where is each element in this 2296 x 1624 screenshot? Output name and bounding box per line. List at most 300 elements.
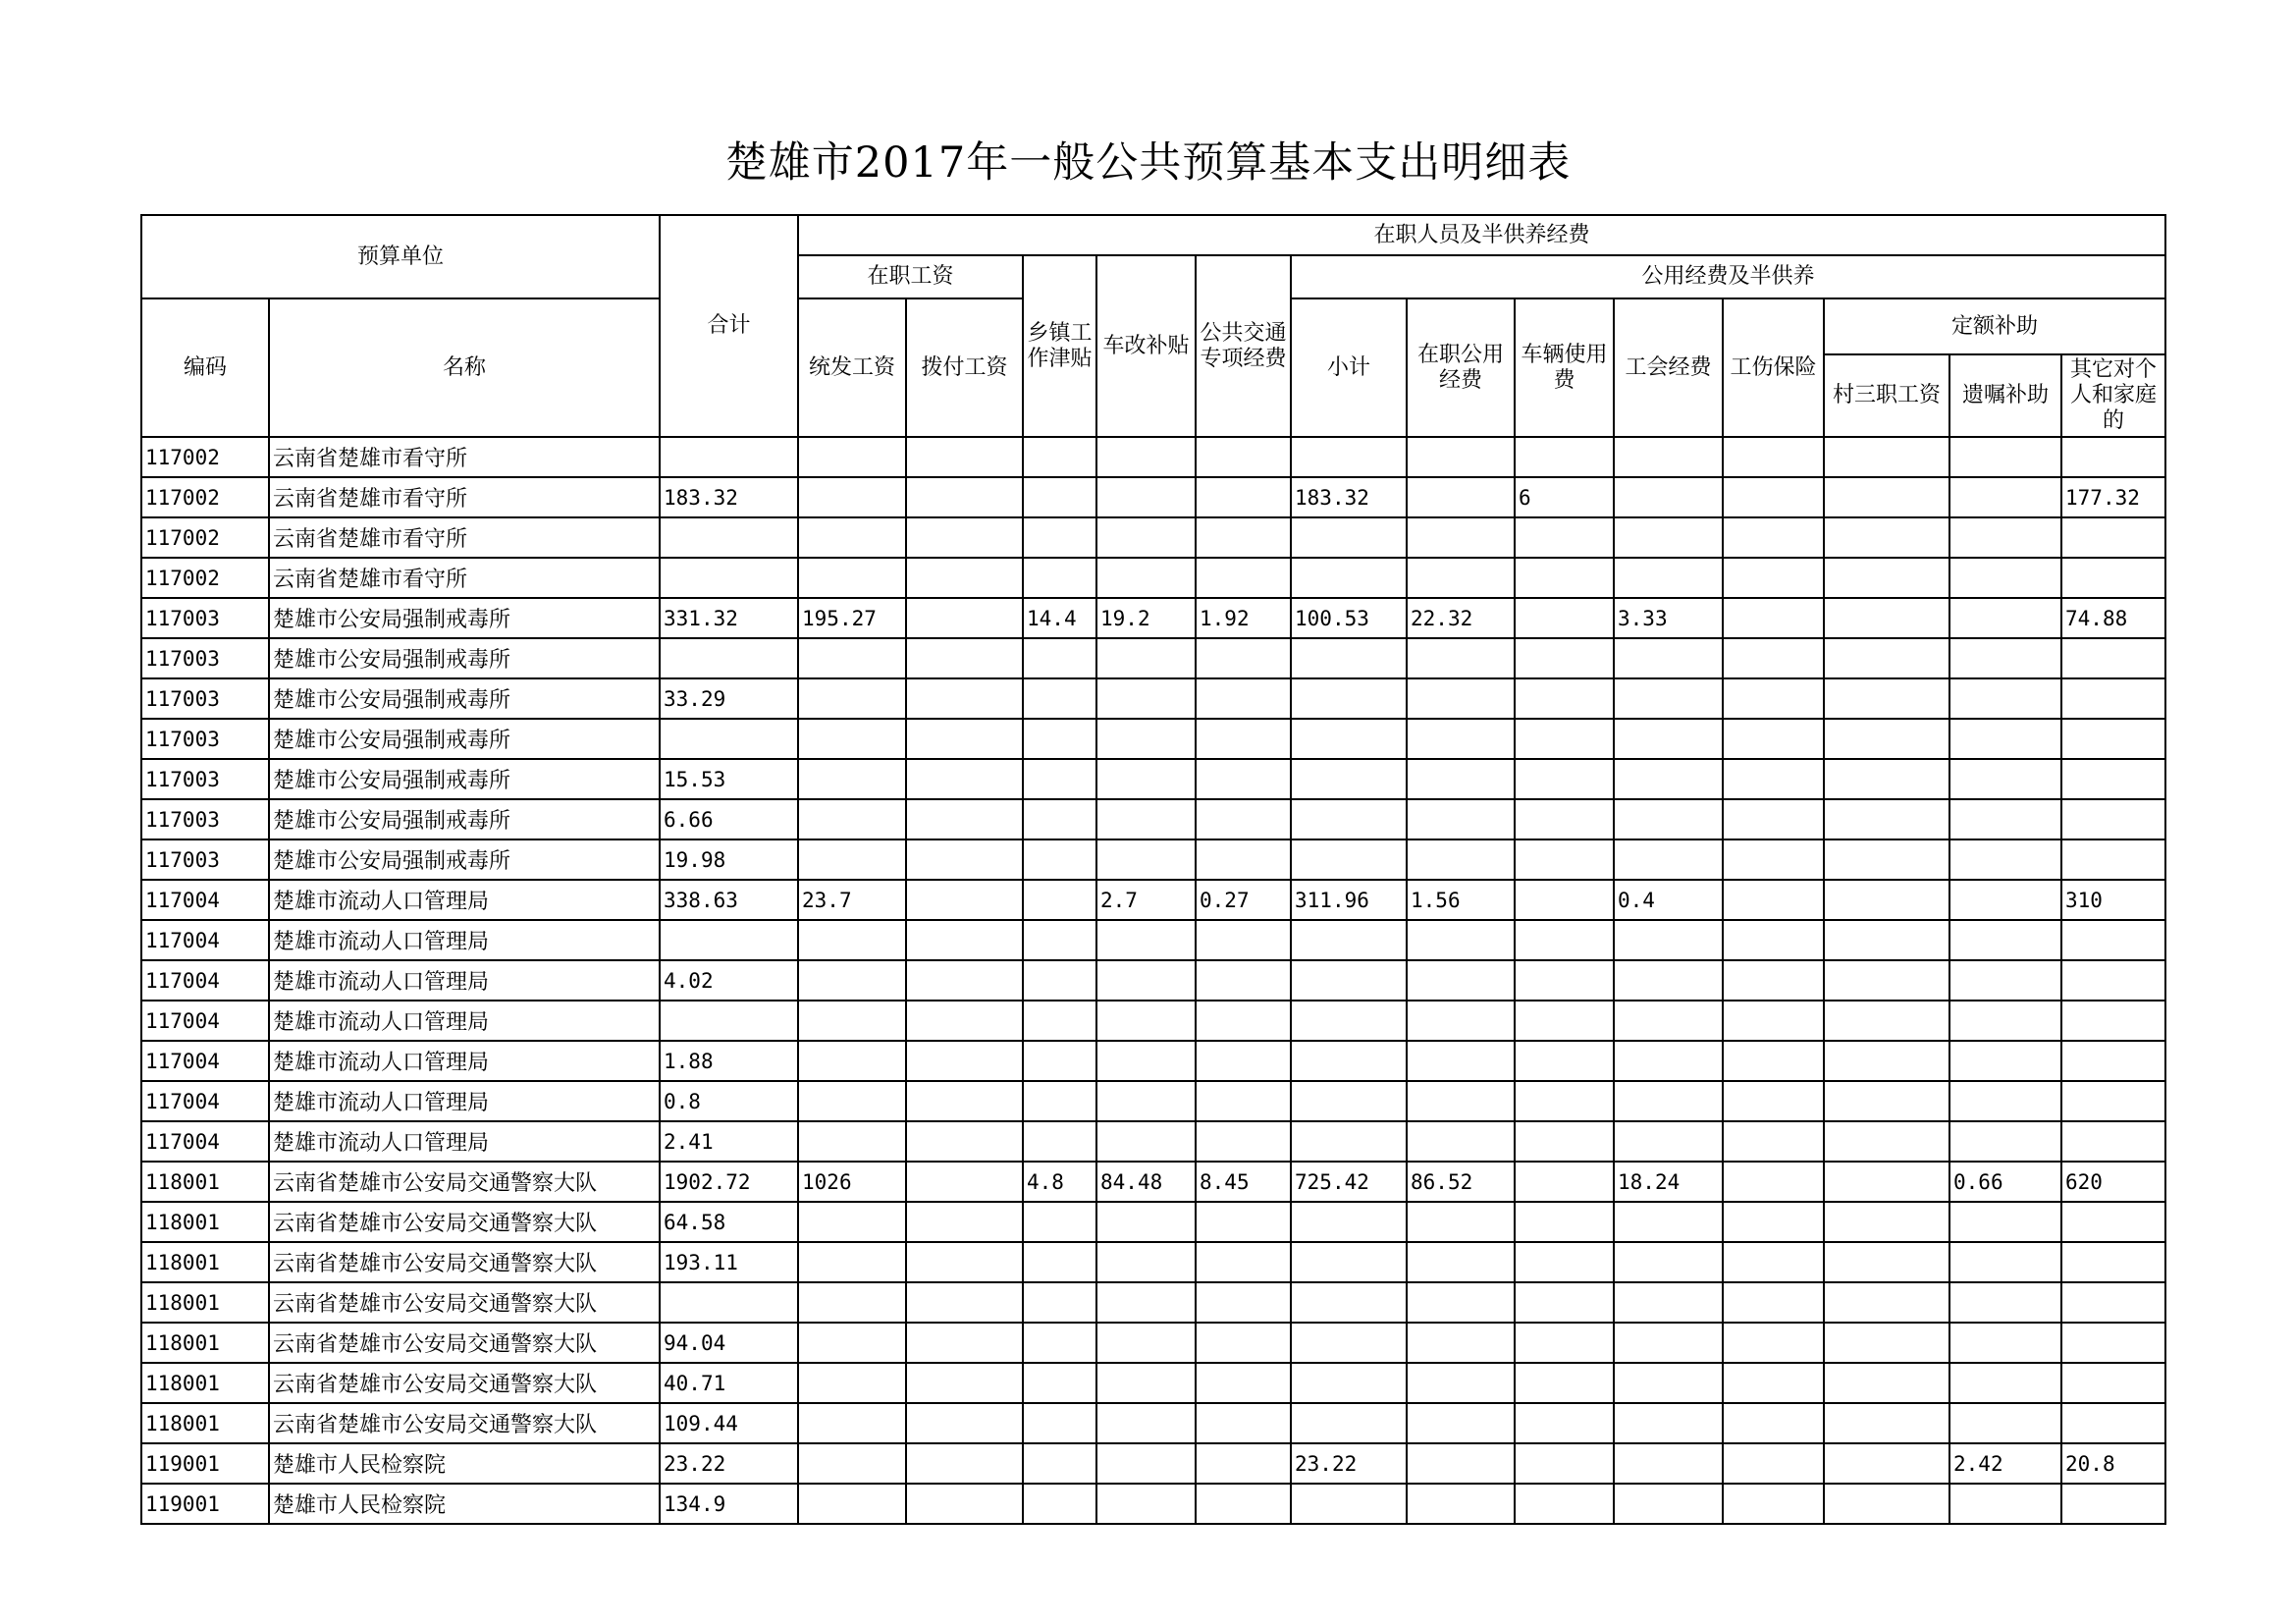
cell-transport: [1196, 719, 1291, 759]
cell-transport: [1196, 1443, 1291, 1484]
cell-township: 4.8: [1023, 1162, 1096, 1202]
cell-name: 楚雄市流动人口管理局: [269, 920, 660, 960]
table-row: [141, 1363, 2165, 1403]
cell-union: [1614, 1443, 1723, 1484]
cell-name: 楚雄市公安局强制戒毒所: [269, 678, 660, 719]
cell-staff-public: [1407, 1363, 1515, 1403]
cell-other: [2061, 1121, 2165, 1162]
cell-subtotal: [1291, 759, 1407, 799]
cell-allocated-wage: [906, 1162, 1023, 1202]
cell-allocated-wage: [906, 839, 1023, 880]
cell-unified-wage: 195.27: [798, 598, 906, 638]
cell-name: 楚雄市公安局强制戒毒所: [269, 839, 660, 880]
cell-allocated-wage: [906, 678, 1023, 719]
header-staff-wages: 在职工资: [798, 255, 1023, 298]
cell-code: 117003: [141, 759, 269, 799]
cell-name: 云南省楚雄市看守所: [269, 558, 660, 598]
cell-name: 楚雄市公安局强制戒毒所: [269, 759, 660, 799]
cell-union: [1614, 1242, 1723, 1282]
cell-village: [1824, 1041, 1949, 1081]
cell-name: 楚雄市公安局强制戒毒所: [269, 719, 660, 759]
cell-other: 74.88: [2061, 598, 2165, 638]
header-other-personal: 其它对个人和家庭的: [2061, 354, 2165, 437]
cell-total: 40.71: [660, 1363, 798, 1403]
cell-village: [1824, 517, 1949, 558]
table-body: [141, 437, 2165, 1524]
cell-staff-public: [1407, 1121, 1515, 1162]
header-vehicle-use: 车辆使用费: [1515, 298, 1614, 437]
cell-vehicle-reform: 2.7: [1096, 880, 1196, 920]
cell-staff-public: [1407, 517, 1515, 558]
cell-code: 118001: [141, 1323, 269, 1363]
cell-subtotal: [1291, 1403, 1407, 1443]
cell-transport: [1196, 477, 1291, 517]
cell-vehicle-use: [1515, 1282, 1614, 1323]
cell-vehicle-use: [1515, 1121, 1614, 1162]
cell-injury: [1723, 1121, 1824, 1162]
header-village-three: 村三职工资: [1824, 354, 1949, 437]
cell-name: 楚雄市流动人口管理局: [269, 1121, 660, 1162]
cell-unified-wage: [798, 920, 906, 960]
cell-other: [2061, 1202, 2165, 1242]
table-row: [141, 1162, 2165, 1202]
cell-staff-public: [1407, 960, 1515, 1001]
cell-total: 15.53: [660, 759, 798, 799]
cell-vehicle-use: [1515, 638, 1614, 678]
cell-village: [1824, 719, 1949, 759]
cell-allocated-wage: [906, 1081, 1023, 1121]
cell-transport: [1196, 759, 1291, 799]
cell-staff-public: [1407, 678, 1515, 719]
cell-transport: [1196, 1323, 1291, 1363]
table-row: [141, 1121, 2165, 1162]
cell-village: [1824, 1403, 1949, 1443]
cell-staff-public: [1407, 1242, 1515, 1282]
cell-bequest: [1949, 1242, 2061, 1282]
cell-vehicle-reform: [1096, 759, 1196, 799]
cell-vehicle-use: [1515, 1403, 1614, 1443]
header-township-allowance: 乡镇工作津贴: [1023, 255, 1096, 437]
cell-bequest: [1949, 960, 2061, 1001]
cell-vehicle-use: [1515, 437, 1614, 477]
cell-village: [1824, 598, 1949, 638]
cell-other: [2061, 1323, 2165, 1363]
cell-unified-wage: [798, 1001, 906, 1041]
cell-injury: [1723, 1403, 1824, 1443]
cell-bequest: [1949, 638, 2061, 678]
cell-name: 云南省楚雄市公安局交通警察大队: [269, 1403, 660, 1443]
cell-allocated-wage: [906, 880, 1023, 920]
cell-unified-wage: [798, 1484, 906, 1524]
cell-transport: [1196, 1001, 1291, 1041]
cell-staff-public: [1407, 1484, 1515, 1524]
cell-township: [1023, 558, 1096, 598]
cell-staff-public: 1.56: [1407, 880, 1515, 920]
cell-staff-public: [1407, 719, 1515, 759]
cell-code: 118001: [141, 1403, 269, 1443]
cell-subtotal: 100.53: [1291, 598, 1407, 638]
cell-village: [1824, 960, 1949, 1001]
cell-village: [1824, 437, 1949, 477]
cell-allocated-wage: [906, 638, 1023, 678]
cell-subtotal: [1291, 1484, 1407, 1524]
cell-vehicle-use: [1515, 839, 1614, 880]
table-row: [141, 477, 2165, 517]
cell-other: [2061, 759, 2165, 799]
cell-other: [2061, 839, 2165, 880]
cell-allocated-wage: [906, 960, 1023, 1001]
cell-other: [2061, 558, 2165, 598]
cell-code: 118001: [141, 1363, 269, 1403]
cell-injury: [1723, 799, 1824, 839]
cell-injury: [1723, 1242, 1824, 1282]
table-row: [141, 1041, 2165, 1081]
cell-allocated-wage: [906, 1484, 1023, 1524]
cell-village: [1824, 880, 1949, 920]
cell-unified-wage: [798, 759, 906, 799]
cell-subtotal: [1291, 1121, 1407, 1162]
cell-code: 118001: [141, 1202, 269, 1242]
cell-name: 楚雄市公安局强制戒毒所: [269, 598, 660, 638]
cell-bequest: [1949, 477, 2061, 517]
cell-union: [1614, 1363, 1723, 1403]
cell-vehicle-use: [1515, 1323, 1614, 1363]
header-bequest-subsidy: 遗嘱补助: [1949, 354, 2061, 437]
cell-transport: [1196, 1484, 1291, 1524]
cell-vehicle-reform: [1096, 1081, 1196, 1121]
cell-vehicle-use: [1515, 759, 1614, 799]
cell-staff-public: [1407, 759, 1515, 799]
cell-unified-wage: [798, 799, 906, 839]
cell-transport: [1196, 558, 1291, 598]
header-subtotal: 小计: [1291, 298, 1407, 437]
cell-village: [1824, 1121, 1949, 1162]
cell-name: 楚雄市流动人口管理局: [269, 1041, 660, 1081]
cell-transport: [1196, 1041, 1291, 1081]
cell-subtotal: [1291, 920, 1407, 960]
cell-transport: [1196, 1403, 1291, 1443]
cell-allocated-wage: [906, 558, 1023, 598]
cell-vehicle-reform: [1096, 558, 1196, 598]
cell-total: 6.66: [660, 799, 798, 839]
header-staff-funds: 在职人员及半供养经费: [798, 215, 2165, 255]
cell-name: 楚雄市流动人口管理局: [269, 1081, 660, 1121]
cell-unified-wage: [798, 678, 906, 719]
cell-subtotal: [1291, 799, 1407, 839]
cell-township: [1023, 1121, 1096, 1162]
cell-township: 14.4: [1023, 598, 1096, 638]
cell-township: [1023, 678, 1096, 719]
cell-unified-wage: 23.7: [798, 880, 906, 920]
cell-other: 20.8: [2061, 1443, 2165, 1484]
cell-bequest: [1949, 678, 2061, 719]
cell-village: [1824, 759, 1949, 799]
cell-name: 云南省楚雄市看守所: [269, 437, 660, 477]
cell-union: 0.4: [1614, 880, 1723, 920]
cell-transport: [1196, 799, 1291, 839]
cell-union: [1614, 839, 1723, 880]
cell-vehicle-reform: [1096, 1001, 1196, 1041]
cell-vehicle-use: [1515, 1202, 1614, 1242]
cell-vehicle-reform: [1096, 1443, 1196, 1484]
cell-vehicle-reform: [1096, 1484, 1196, 1524]
cell-injury: [1723, 1081, 1824, 1121]
table-row: [141, 960, 2165, 1001]
cell-vehicle-use: [1515, 1001, 1614, 1041]
cell-other: [2061, 960, 2165, 1001]
cell-unified-wage: [798, 638, 906, 678]
cell-subtotal: 23.22: [1291, 1443, 1407, 1484]
cell-code: 117002: [141, 558, 269, 598]
cell-township: [1023, 477, 1096, 517]
cell-other: [2061, 799, 2165, 839]
cell-total: 0.8: [660, 1081, 798, 1121]
cell-transport: [1196, 517, 1291, 558]
cell-injury: [1723, 1484, 1824, 1524]
table-row: [141, 1282, 2165, 1323]
cell-name: 楚雄市流动人口管理局: [269, 1001, 660, 1041]
cell-allocated-wage: [906, 1282, 1023, 1323]
cell-village: [1824, 839, 1949, 880]
cell-township: [1023, 759, 1096, 799]
table-row: [141, 1403, 2165, 1443]
cell-other: 620: [2061, 1162, 2165, 1202]
cell-allocated-wage: [906, 1363, 1023, 1403]
cell-allocated-wage: [906, 1403, 1023, 1443]
cell-township: [1023, 437, 1096, 477]
cell-code: 117003: [141, 719, 269, 759]
cell-allocated-wage: [906, 1242, 1023, 1282]
cell-township: [1023, 1081, 1096, 1121]
cell-township: [1023, 1001, 1096, 1041]
cell-vehicle-use: 6: [1515, 477, 1614, 517]
header-unified-wage: 统发工资: [798, 298, 906, 437]
cell-total: 23.22: [660, 1443, 798, 1484]
cell-code: 117004: [141, 960, 269, 1001]
table-row: [141, 839, 2165, 880]
table-row: [141, 1242, 2165, 1282]
cell-allocated-wage: [906, 920, 1023, 960]
cell-total: 134.9: [660, 1484, 798, 1524]
cell-total: [660, 517, 798, 558]
cell-subtotal: [1291, 1041, 1407, 1081]
cell-name: 楚雄市人民检察院: [269, 1484, 660, 1524]
cell-township: [1023, 1323, 1096, 1363]
cell-injury: [1723, 1041, 1824, 1081]
cell-code: 119001: [141, 1443, 269, 1484]
cell-injury: [1723, 477, 1824, 517]
cell-unified-wage: [798, 1041, 906, 1081]
cell-bequest: [1949, 719, 2061, 759]
cell-staff-public: [1407, 839, 1515, 880]
cell-vehicle-use: [1515, 799, 1614, 839]
cell-allocated-wage: [906, 1121, 1023, 1162]
cell-total: 94.04: [660, 1323, 798, 1363]
cell-unified-wage: [798, 1121, 906, 1162]
cell-transport: [1196, 839, 1291, 880]
cell-bequest: [1949, 1323, 2061, 1363]
cell-township: [1023, 1484, 1096, 1524]
cell-vehicle-reform: [1096, 960, 1196, 1001]
cell-total: 1.88: [660, 1041, 798, 1081]
cell-injury: [1723, 839, 1824, 880]
cell-other: [2061, 1282, 2165, 1323]
cell-bequest: [1949, 880, 2061, 920]
cell-code: 117002: [141, 477, 269, 517]
cell-township: [1023, 638, 1096, 678]
cell-total: 64.58: [660, 1202, 798, 1242]
cell-vehicle-use: [1515, 960, 1614, 1001]
cell-bequest: [1949, 1363, 2061, 1403]
cell-transport: [1196, 1282, 1291, 1323]
cell-village: [1824, 1363, 1949, 1403]
header-name: 名称: [269, 298, 660, 437]
cell-total: 33.29: [660, 678, 798, 719]
cell-allocated-wage: [906, 437, 1023, 477]
table-row: [141, 1323, 2165, 1363]
cell-subtotal: [1291, 517, 1407, 558]
cell-unified-wage: [798, 1403, 906, 1443]
cell-subtotal: [1291, 839, 1407, 880]
cell-township: [1023, 839, 1096, 880]
cell-vehicle-use: [1515, 1242, 1614, 1282]
cell-unified-wage: [798, 1443, 906, 1484]
cell-union: [1614, 960, 1723, 1001]
cell-other: [2061, 678, 2165, 719]
page-title: 楚雄市2017年一般公共预算基本支出明细表: [724, 138, 1572, 188]
cell-total: 19.98: [660, 839, 798, 880]
cell-union: [1614, 678, 1723, 719]
cell-subtotal: [1291, 960, 1407, 1001]
cell-union: [1614, 920, 1723, 960]
cell-staff-public: 86.52: [1407, 1162, 1515, 1202]
cell-bequest: [1949, 920, 2061, 960]
cell-staff-public: [1407, 477, 1515, 517]
cell-transport: [1196, 1202, 1291, 1242]
table-row: [141, 598, 2165, 638]
cell-subtotal: [1291, 558, 1407, 598]
cell-union: [1614, 1323, 1723, 1363]
cell-staff-public: [1407, 1282, 1515, 1323]
cell-injury: [1723, 1443, 1824, 1484]
cell-village: [1824, 477, 1949, 517]
cell-unified-wage: [798, 960, 906, 1001]
cell-name: 楚雄市公安局强制戒毒所: [269, 799, 660, 839]
cell-code: 118001: [141, 1242, 269, 1282]
cell-vehicle-reform: [1096, 1121, 1196, 1162]
cell-staff-public: [1407, 1443, 1515, 1484]
cell-injury: [1723, 638, 1824, 678]
cell-township: [1023, 920, 1096, 960]
cell-union: [1614, 1403, 1723, 1443]
cell-injury: [1723, 960, 1824, 1001]
cell-unified-wage: [798, 558, 906, 598]
cell-staff-public: [1407, 1001, 1515, 1041]
cell-subtotal: [1291, 1323, 1407, 1363]
cell-injury: [1723, 678, 1824, 719]
cell-bequest: [1949, 558, 2061, 598]
cell-total: 4.02: [660, 960, 798, 1001]
cell-allocated-wage: [906, 799, 1023, 839]
cell-vehicle-use: [1515, 920, 1614, 960]
cell-township: [1023, 517, 1096, 558]
cell-township: [1023, 1282, 1096, 1323]
cell-vehicle-reform: [1096, 920, 1196, 960]
cell-subtotal: [1291, 678, 1407, 719]
cell-code: 117004: [141, 1121, 269, 1162]
cell-total: 109.44: [660, 1403, 798, 1443]
table-row: [141, 1484, 2165, 1524]
cell-subtotal: 725.42: [1291, 1162, 1407, 1202]
cell-injury: [1723, 719, 1824, 759]
cell-subtotal: [1291, 1363, 1407, 1403]
cell-vehicle-reform: [1096, 719, 1196, 759]
budget-detail-table: [140, 214, 2166, 1525]
cell-allocated-wage: [906, 477, 1023, 517]
cell-code: 117002: [141, 437, 269, 477]
cell-other: [2061, 517, 2165, 558]
cell-other: [2061, 1081, 2165, 1121]
cell-village: [1824, 678, 1949, 719]
cell-township: [1023, 719, 1096, 759]
cell-vehicle-use: [1515, 1484, 1614, 1524]
table-row: [141, 1202, 2165, 1242]
cell-name: 云南省楚雄市公安局交通警察大队: [269, 1363, 660, 1403]
cell-bequest: [1949, 799, 2061, 839]
cell-union: [1614, 558, 1723, 598]
cell-vehicle-reform: [1096, 517, 1196, 558]
cell-name: 楚雄市人民检察院: [269, 1443, 660, 1484]
cell-unified-wage: [798, 1363, 906, 1403]
cell-transport: [1196, 1081, 1291, 1121]
cell-total: [660, 638, 798, 678]
cell-allocated-wage: [906, 517, 1023, 558]
table-row: [141, 719, 2165, 759]
cell-union: [1614, 1041, 1723, 1081]
cell-village: [1824, 1282, 1949, 1323]
cell-subtotal: [1291, 1282, 1407, 1323]
cell-injury: [1723, 880, 1824, 920]
cell-total: 338.63: [660, 880, 798, 920]
cell-staff-public: [1407, 638, 1515, 678]
header-code: 编码: [141, 298, 269, 437]
cell-other: [2061, 1041, 2165, 1081]
cell-village: [1824, 1323, 1949, 1363]
cell-vehicle-reform: [1096, 799, 1196, 839]
cell-allocated-wage: [906, 1202, 1023, 1242]
cell-unified-wage: [798, 1323, 906, 1363]
cell-allocated-wage: [906, 719, 1023, 759]
cell-unified-wage: [798, 1202, 906, 1242]
cell-code: 117002: [141, 517, 269, 558]
cell-code: 117004: [141, 1041, 269, 1081]
cell-vehicle-use: [1515, 1081, 1614, 1121]
cell-subtotal: [1291, 1081, 1407, 1121]
cell-total: [660, 558, 798, 598]
cell-vehicle-reform: [1096, 437, 1196, 477]
cell-vehicle-use: [1515, 558, 1614, 598]
header-quota-subsidy: 定额补助: [1824, 298, 2165, 354]
cell-total: [660, 719, 798, 759]
cell-union: 3.33: [1614, 598, 1723, 638]
cell-name: 云南省楚雄市公安局交通警察大队: [269, 1282, 660, 1323]
cell-injury: [1723, 1363, 1824, 1403]
cell-bequest: [1949, 598, 2061, 638]
cell-other: [2061, 1403, 2165, 1443]
cell-subtotal: 183.32: [1291, 477, 1407, 517]
cell-injury: [1723, 1202, 1824, 1242]
cell-transport: [1196, 1363, 1291, 1403]
